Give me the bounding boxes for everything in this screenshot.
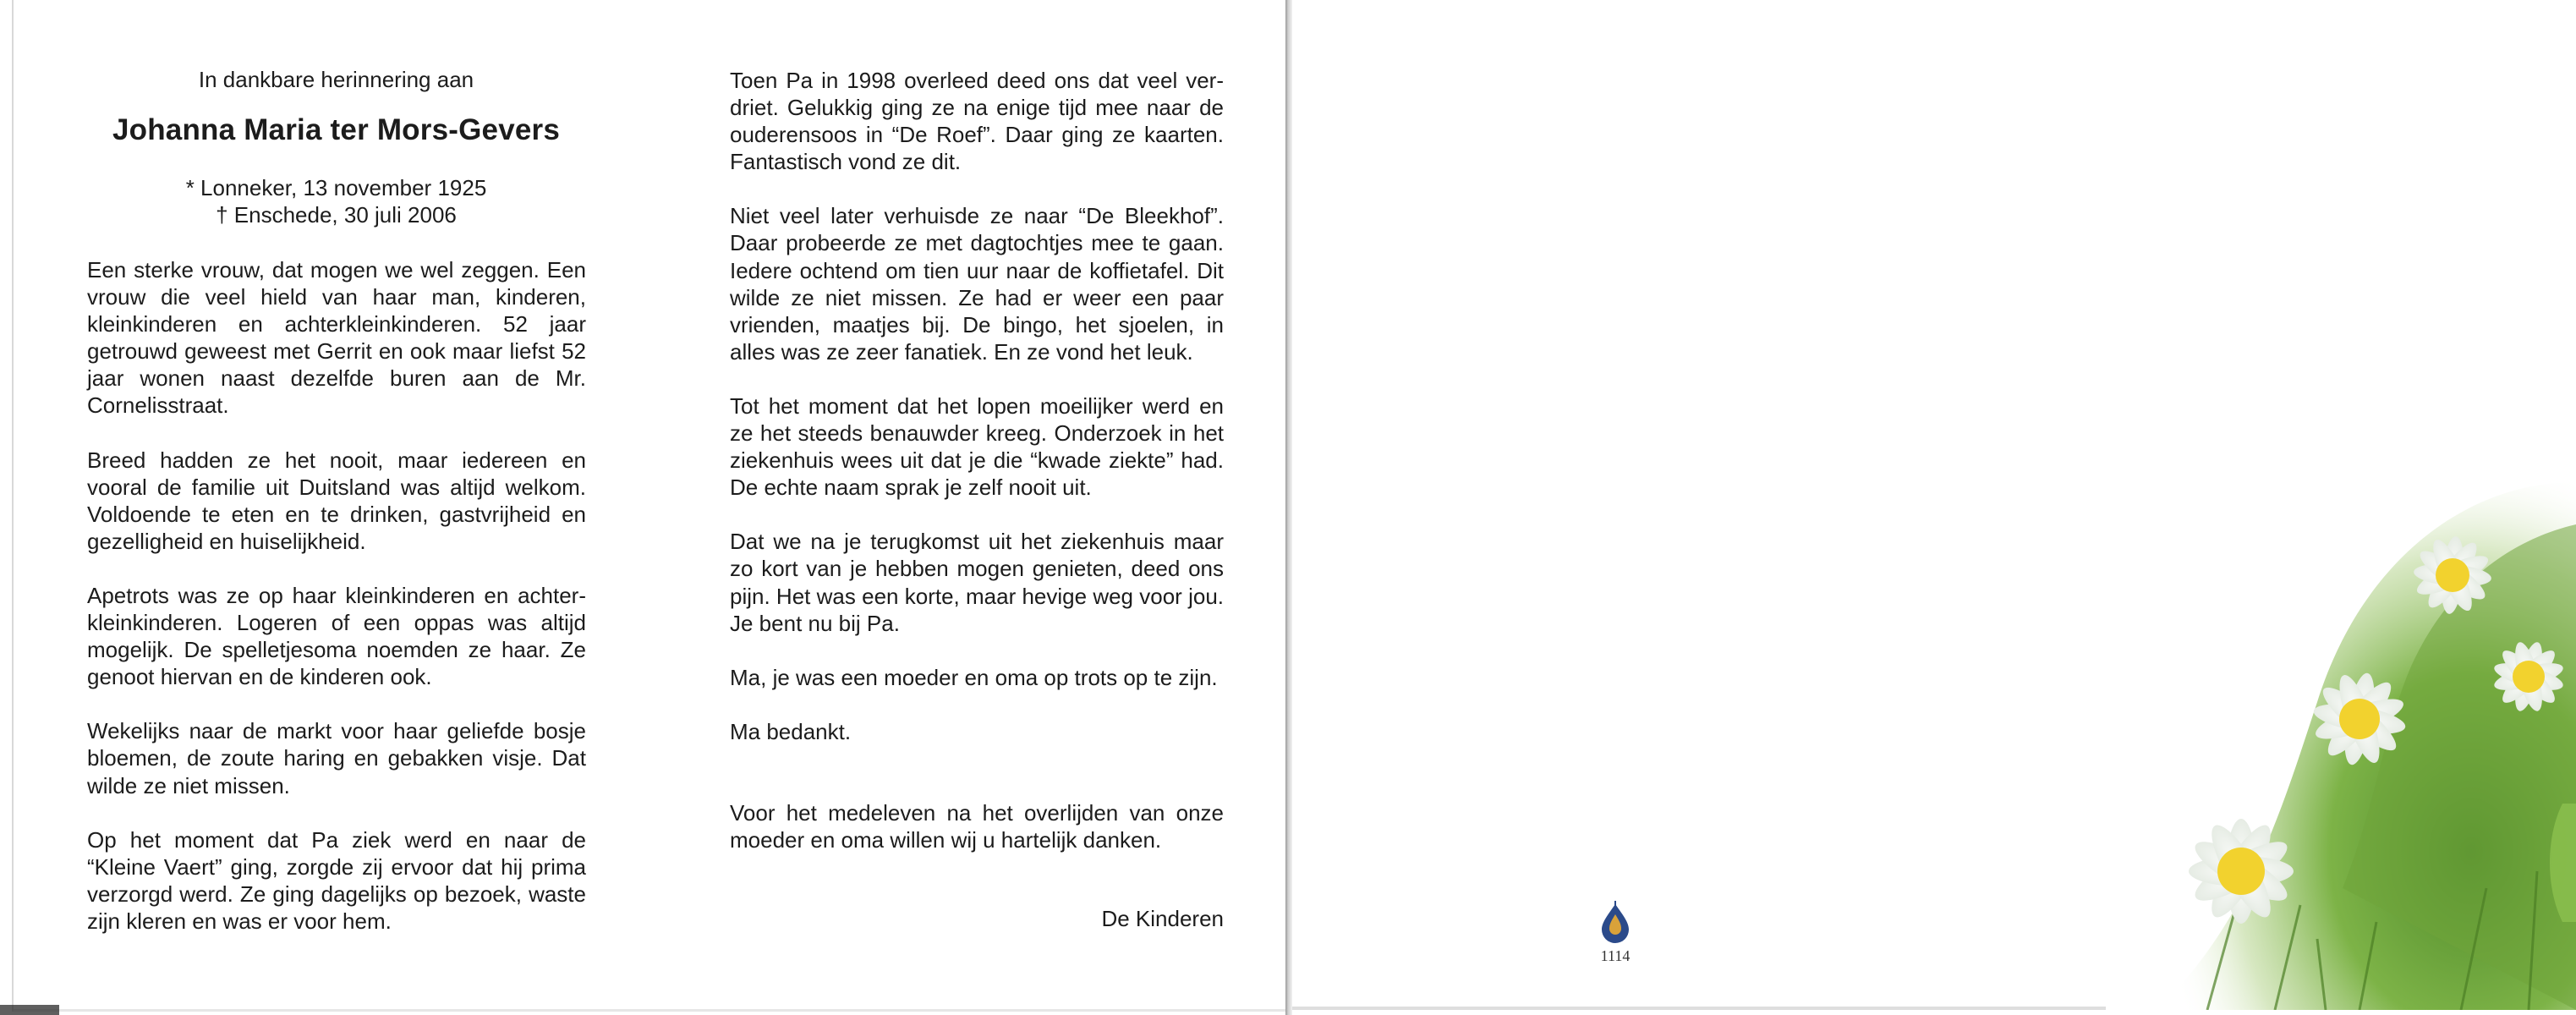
paragraph: Ma bedankt. xyxy=(730,718,852,744)
card-fold xyxy=(1285,0,1292,1015)
paragraph: Breed hadden ze het nooit, maar iedereen en vooral de familie uit Duitsland was altijd welkom. Voldoende te eten en te drinken, gastvrijheid en gezelligheid en huiselijkheid. xyxy=(87,447,586,554)
paragraph: Dat we na je terugkomst uit het ziekenhuis maar zo kort van je hebben mogen genieten, deed ons pijn. Het was een korte, maar hevige weg voor jou. Je bent nu bij Pa. xyxy=(730,529,1224,636)
deceased-name: Johanna Maria ter Mors-Gevers xyxy=(112,113,561,146)
signoff: De Kinderen xyxy=(1101,906,1224,931)
paragraph: Apetrots was ze op haar kleinkinderen en achter-kleinkinderen. Logeren of een oppas was altijd mogelijk. De spelletjesoma noemden ze haar. Ze genoot hiervan en de kinderen ook. xyxy=(87,582,586,690)
paragraph: Wekelijks naar de markt voor haar geliefde bosje bloemen, de zoute haring en gebakken visje. Dat wilde ze niet missen. xyxy=(87,718,586,798)
thanks-paragraph: Voor het medeleven na het overlijden van onze moeder en oma willen wij u hartelijk danken. xyxy=(730,799,1224,853)
paragraph: Ma, je was een moeder en oma op trots op te zijn. xyxy=(730,664,1218,690)
flame-drop-emblem-icon xyxy=(1598,901,1632,943)
scan-edge-mark xyxy=(0,1005,59,1015)
daisy-photo xyxy=(2106,448,2576,1010)
paragraph: Tot het moment dat het lopen moeilijker werd en ze het steeds benauwder kreeg. Onderzoek in het ziekenhuis wees uit dat je die “kwade ziekte” had. De echte naam sprak je zelf nooit uit. xyxy=(730,392,1224,501)
paragraph: Een sterke vrouw, dat mogen we wel zeggen. Een vrouw die veel hield van haar man, kinderen, kleinkinderen en achterkleinkinderen. 52 jaar getrouwd geweest met Gerrit en ook maar liefst 52 jaar wonen naast dezelfde buren aan de Mr. Cornelisstraat. xyxy=(87,257,586,419)
paragraph: Niet veel later verhuisde ze naar “De Bleekhof”. Daar probeerde ze met dagtochtjes mee te gaan. Iedere ochtend om tien uur naar de koffietafel. Dit wilde ze niet missen. Ze had er weer een paar vrienden, maatjes bij. De bingo, het sjoelen, in alles was ze zeer fanatiek. En ze vond het leuk. xyxy=(730,203,1224,365)
life-dates xyxy=(85,174,588,228)
death-line: † Enschede, 30 juli 2006 xyxy=(216,202,457,228)
paragraph: Toen Pa in 1998 overleed deed ons dat veel ver-driet. Gelukkig ging ze na enige tijd mee naar de ouderensoos in “De Roef”. Daar ging ze kaarten. Fantastisch vond ze dit. xyxy=(730,68,1224,175)
paragraph: Op het moment dat Pa ziek werd en naar de “Kleine Vaert” ging, zorgde zij ervoor dat hij prima verzorgd werd. Ze ging dagelijks op bezoek, waste zijn kleren en was er voor hem. xyxy=(87,826,586,934)
print-code: 1114 xyxy=(1600,947,1631,964)
left-column-text xyxy=(87,256,586,962)
birth-line: * Lonneker, 13 november 1925 xyxy=(185,175,487,200)
right-column-text xyxy=(730,67,1224,881)
intro-line: In dankbare herinnering aan xyxy=(198,67,474,92)
